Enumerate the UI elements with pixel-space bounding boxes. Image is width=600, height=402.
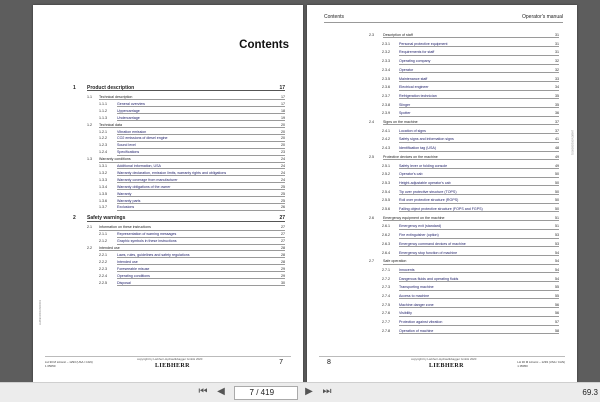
toc-page-number: 54 bbox=[555, 259, 559, 264]
toc-number: 2.6.2 bbox=[382, 233, 390, 238]
viewer-toolbar bbox=[0, 382, 600, 402]
page-footer bbox=[319, 356, 565, 371]
toc-page-number: 57 bbox=[555, 320, 559, 325]
toc-page-number: 28 bbox=[281, 246, 285, 250]
toc-page-number: 50 bbox=[555, 189, 559, 194]
toc-page-number: 54 bbox=[555, 250, 559, 255]
toc-underline bbox=[383, 37, 559, 38]
page-navigator bbox=[234, 386, 298, 400]
toc-page-number: 49 bbox=[555, 154, 559, 159]
toc-number: 1.3.5 bbox=[99, 191, 107, 196]
toc-page-number: 55 bbox=[555, 285, 559, 290]
toc-page-number: 50 bbox=[555, 207, 559, 211]
toc-page-number: 53 bbox=[555, 241, 559, 246]
toc-title: Protection against vibration bbox=[399, 320, 443, 325]
toc-number: 1.2.2 bbox=[99, 136, 107, 141]
toc-page-number: 31 bbox=[555, 50, 559, 55]
liebherr-logo: LIEBHERR bbox=[429, 363, 464, 369]
toc-title: General overview bbox=[117, 101, 145, 106]
toc-page-number: 24 bbox=[281, 170, 285, 175]
toc-page-number: 27 bbox=[281, 232, 285, 237]
toc-underline bbox=[399, 325, 559, 326]
liebherr-logo: LIEBHERR bbox=[155, 363, 190, 369]
toc-number: 2.3.4 bbox=[382, 67, 390, 72]
toc-title: Intended use bbox=[117, 259, 138, 264]
toc-number: 2.4.3 bbox=[382, 146, 390, 151]
toc-entry[interactable] bbox=[307, 302, 577, 309]
toc-title: Additional information, USA bbox=[117, 164, 161, 168]
toc-number: 2.3 bbox=[369, 33, 374, 37]
toc-page-number: 26 bbox=[281, 205, 285, 210]
toc-page-number: 28 bbox=[281, 252, 285, 257]
toc-number: 1.1 bbox=[87, 95, 92, 99]
toc-entry[interactable] bbox=[307, 180, 577, 187]
toc-entry[interactable] bbox=[307, 215, 577, 222]
toc-page-number: 50 bbox=[555, 198, 559, 203]
toc-number: 2.7.5 bbox=[382, 302, 390, 307]
toc-title: Location of signs bbox=[399, 128, 426, 133]
toc-number: 2.3.9 bbox=[382, 111, 390, 116]
toc-page-number: 27 bbox=[281, 239, 285, 244]
previous-page-icon[interactable]: ◀ bbox=[217, 386, 225, 397]
toc-underline bbox=[87, 221, 285, 222]
toc-underline bbox=[399, 290, 559, 291]
toc-entry[interactable] bbox=[307, 189, 577, 196]
toc-underline bbox=[383, 124, 559, 125]
toc-title: Operating company bbox=[399, 59, 431, 64]
toc-title: Warranty declaration, emission limits, warranty rights and obligations bbox=[117, 170, 227, 175]
toc-underline bbox=[399, 46, 559, 47]
toc-underline bbox=[399, 185, 559, 186]
toc-number: 1.3 bbox=[87, 157, 92, 162]
toc-title: Product description bbox=[87, 85, 135, 91]
toc-title: Information on these instructions bbox=[99, 225, 151, 230]
toc-page-number: 17 bbox=[281, 95, 285, 99]
toc-entry[interactable] bbox=[307, 58, 577, 65]
side-tag: LHB/EN/001/3900001 bbox=[570, 129, 573, 155]
toc-page-number: 24 bbox=[281, 157, 285, 162]
toc-entry[interactable] bbox=[307, 67, 577, 74]
toc-underline bbox=[399, 98, 559, 99]
toc-page-number: 37 bbox=[555, 128, 559, 133]
toc-page-number: 56 bbox=[555, 302, 559, 307]
toc-page-number: 27 bbox=[281, 225, 285, 230]
toc-title: Emergency equipment on the machine bbox=[383, 215, 445, 220]
toc-title: Maintenance staff bbox=[399, 76, 428, 81]
toc-page-number: 50 bbox=[555, 172, 559, 177]
toc-entry[interactable] bbox=[307, 241, 577, 248]
toc-page-number: 29 bbox=[281, 266, 285, 271]
toc-title: Visibility bbox=[399, 311, 412, 316]
toc-page-number: 25 bbox=[281, 198, 285, 203]
toc-title: Disposal bbox=[117, 280, 131, 285]
toc-page-number: 51 bbox=[555, 215, 559, 220]
toc-number: 2.3.7 bbox=[382, 93, 390, 98]
page-8 bbox=[307, 5, 577, 382]
toc-entry[interactable] bbox=[307, 93, 577, 100]
page-number: 8 bbox=[327, 359, 331, 366]
toc-page-number: 30 bbox=[281, 280, 285, 285]
toc-page-number: 27 bbox=[279, 215, 285, 222]
toc-page-number: 35 bbox=[555, 102, 559, 107]
toc-entry[interactable] bbox=[307, 41, 577, 48]
toc-number: 2.2.4 bbox=[99, 273, 107, 278]
page-title: Contents bbox=[239, 39, 289, 51]
toc-page-number: 58 bbox=[555, 328, 559, 333]
toc-entry[interactable] bbox=[33, 204, 303, 211]
toc-number: 1.3.1 bbox=[99, 164, 107, 168]
footer-model: LH 30 M Litronic – 1293 (USA / CAN) bbox=[45, 360, 93, 364]
toc-title: Operator's cab bbox=[399, 172, 423, 177]
toc-underline bbox=[399, 133, 559, 134]
toc-title: Sound level bbox=[117, 143, 136, 148]
toc-number: 2.7.8 bbox=[382, 328, 390, 333]
side-tag: LHB/EN/001/3900001 bbox=[39, 299, 42, 325]
toc-page-number: 29 bbox=[281, 273, 285, 278]
toc-number: 2.7 bbox=[369, 259, 374, 264]
toc-underline bbox=[399, 316, 559, 317]
toc-underline bbox=[399, 177, 559, 178]
toc-title: Vibration emission bbox=[117, 129, 147, 134]
toc-title: Warranty parts bbox=[117, 198, 141, 203]
toc-title: Innocents bbox=[399, 267, 415, 272]
toc-number: 2.2 bbox=[87, 246, 92, 250]
toc-entry[interactable] bbox=[307, 284, 577, 291]
toc-entry[interactable] bbox=[307, 119, 577, 126]
toc-number: 1.2.3 bbox=[99, 143, 107, 148]
toc-title: Undercarriage bbox=[117, 115, 140, 120]
toc-underline bbox=[399, 64, 559, 65]
toc-entry[interactable] bbox=[307, 32, 577, 39]
toc-entry[interactable] bbox=[307, 154, 577, 161]
page-number-input[interactable] bbox=[238, 388, 254, 397]
toc-page-number: 51 bbox=[555, 224, 559, 229]
toc-underline bbox=[399, 203, 559, 204]
toc-title: Description of staff bbox=[383, 33, 413, 37]
running-header-right: Operator's manual bbox=[522, 14, 563, 20]
toc-number: 2 bbox=[73, 215, 76, 222]
toc-number: 2.7.4 bbox=[382, 294, 390, 298]
toc-underline bbox=[87, 90, 285, 91]
page-number: 7 bbox=[279, 359, 283, 366]
footer-copyright: copyright by Liebherr-Hydraulikbagger GmbH 2020 bbox=[411, 357, 477, 361]
toc-number: 2.3.5 bbox=[382, 76, 390, 81]
toc-title: Warranty bbox=[117, 191, 132, 196]
toc-page-number: 20 bbox=[281, 122, 285, 127]
toc-entry[interactable] bbox=[307, 110, 577, 117]
toc-underline bbox=[399, 333, 559, 334]
toc-number: 1.2.1 bbox=[99, 129, 107, 134]
toc-title: Electrical engineer bbox=[399, 85, 429, 90]
toc-number: 2.4.2 bbox=[382, 137, 390, 142]
toc-underline bbox=[399, 151, 559, 152]
toc-underline bbox=[399, 142, 559, 143]
toc-title: Access to machine bbox=[399, 294, 430, 298]
toc-page-number: 33 bbox=[555, 76, 559, 81]
toc-title: Signs on the machine bbox=[383, 120, 418, 124]
toc-number: 2.3.1 bbox=[382, 41, 390, 46]
toc-entry[interactable] bbox=[307, 128, 577, 135]
toc-entry[interactable] bbox=[307, 319, 577, 326]
toc-number: 2.7.1 bbox=[382, 267, 390, 272]
toc-page-number: 23 bbox=[281, 150, 285, 155]
toc-title: Height-adjustable operator's cab bbox=[399, 180, 451, 185]
toc-page-number: 53 bbox=[555, 233, 559, 238]
toc-underline bbox=[399, 211, 559, 212]
toc-number: 2.5 bbox=[369, 154, 374, 159]
toc-number: 1.2 bbox=[87, 122, 92, 127]
toc-number: 1.3.6 bbox=[99, 198, 107, 203]
toc-title: Laws, rules, guidelines and safety regulations bbox=[117, 252, 190, 257]
toc-title: Slinger bbox=[399, 102, 411, 107]
toc-page-number: 55 bbox=[555, 294, 559, 298]
toc-page-number: 48 bbox=[555, 146, 559, 151]
toc-title: Safety signs and information signs bbox=[399, 137, 454, 142]
toc-title: Specifications bbox=[117, 150, 140, 155]
toc-entry[interactable] bbox=[307, 136, 577, 143]
toc-title: Representation of warning messages bbox=[117, 232, 177, 237]
toc-section[interactable] bbox=[33, 85, 303, 92]
toc-page-number: 41 bbox=[555, 137, 559, 142]
toc-page-number: 35 bbox=[555, 93, 559, 98]
toc-entry[interactable] bbox=[307, 102, 577, 109]
header-divider bbox=[324, 22, 563, 23]
toc-entry[interactable] bbox=[307, 171, 577, 178]
toc-underline bbox=[399, 281, 559, 282]
toc-title: Safety lever or folding console bbox=[399, 163, 448, 168]
toc-number: 2.5.3 bbox=[382, 180, 390, 185]
toc-number: 1 bbox=[73, 85, 76, 91]
toc-number: 1.3.3 bbox=[99, 177, 107, 182]
toc-page-number: 17 bbox=[279, 85, 285, 91]
toc-underline bbox=[117, 285, 285, 286]
toc-underline bbox=[117, 210, 285, 211]
toc-section[interactable] bbox=[33, 215, 303, 222]
toc-title: Safety warnings bbox=[87, 215, 126, 222]
toc-number: 2.6 bbox=[369, 215, 374, 220]
toc-number: 1.3.2 bbox=[99, 170, 107, 175]
toc-title: Exclusions bbox=[117, 205, 135, 210]
toc-entry[interactable] bbox=[307, 49, 577, 56]
total-pages: / 419 bbox=[256, 388, 275, 397]
toc-number: 2.5.1 bbox=[382, 163, 390, 168]
toc-entry[interactable] bbox=[307, 223, 577, 230]
toc-underline bbox=[399, 55, 559, 56]
toc-number: 2.5.5 bbox=[382, 198, 390, 203]
toc-page-number: 37 bbox=[555, 120, 559, 124]
toc-title: Spotter bbox=[399, 111, 411, 116]
toc-page-number: 56 bbox=[555, 311, 559, 316]
toc-page-number: 20 bbox=[281, 143, 285, 148]
toc-entry[interactable] bbox=[307, 293, 577, 300]
toc-title: Warranty obligations of the owner bbox=[117, 184, 171, 189]
toc-number: 2.7.7 bbox=[382, 320, 390, 325]
footer-code: 1 05050 bbox=[45, 364, 56, 368]
toc-title: Emergency exit (standard) bbox=[399, 224, 442, 229]
toc-title: Operator bbox=[399, 67, 414, 72]
toc-page-number: 34 bbox=[555, 85, 559, 90]
toc-underline bbox=[399, 194, 559, 195]
toc-page-number: 54 bbox=[555, 267, 559, 272]
toc-title: Safe operation bbox=[383, 259, 407, 264]
toc-page-number: 54 bbox=[555, 276, 559, 281]
toc-number: 2.3.2 bbox=[382, 50, 390, 55]
toc-title: Intended use bbox=[99, 246, 120, 250]
toc-title: Tip over protective structure (TOPS) bbox=[399, 189, 457, 194]
toc-title: Warranty coverage from manufacturer bbox=[117, 177, 178, 182]
toc-number: 2.2.1 bbox=[99, 252, 107, 257]
toc-title: Foreseeable misuse bbox=[117, 266, 150, 271]
toc-number: 2.3.3 bbox=[382, 59, 390, 64]
toc-number: 2.6.3 bbox=[382, 241, 390, 246]
toc-entry[interactable] bbox=[307, 76, 577, 83]
toc-underline bbox=[399, 255, 559, 256]
toc-title: Falling object protective structure (FOPS and FGPS) bbox=[399, 207, 483, 211]
toc-underline bbox=[399, 229, 559, 230]
toc-number: 2.2.5 bbox=[99, 280, 107, 285]
toc-entry[interactable] bbox=[307, 276, 577, 283]
toc-entry[interactable] bbox=[307, 250, 577, 257]
toc-title: Emergency stop function of machine bbox=[399, 250, 458, 255]
toc-number: 2.5.6 bbox=[382, 207, 390, 211]
toc-number: 2.7.6 bbox=[382, 311, 390, 316]
toc-title: Identification tag (USA) bbox=[399, 146, 436, 151]
toc-underline bbox=[383, 220, 559, 221]
last-page-icon[interactable]: ⏭ bbox=[322, 386, 332, 397]
toc-underline bbox=[399, 168, 559, 169]
toc-entry[interactable] bbox=[307, 267, 577, 274]
footer-model: LH 30 M Litronic – 1293 (USA / CAN) bbox=[517, 360, 565, 364]
toc-underline bbox=[383, 159, 559, 160]
toc-entry[interactable] bbox=[307, 84, 577, 91]
toc-page-number: 49 bbox=[555, 163, 559, 168]
page-footer bbox=[45, 356, 291, 371]
toc-number: 2.4.1 bbox=[382, 128, 390, 133]
toc-page-number: 31 bbox=[555, 41, 559, 46]
toc-underline bbox=[399, 307, 559, 308]
toc-title: Protective devices on the machine bbox=[383, 154, 438, 159]
toc-number: 2.5.4 bbox=[382, 189, 390, 194]
footer-copyright: copyright by Liebherr-Hydraulikbagger GmbH 2020 bbox=[137, 357, 203, 361]
toc-number: 2.2.3 bbox=[99, 266, 107, 271]
toc-page-number: 24 bbox=[281, 177, 285, 182]
toc-title: Warranty conditions bbox=[99, 157, 131, 162]
toc-title: Transporting machine bbox=[399, 285, 434, 290]
toc-page-number: 25 bbox=[281, 191, 285, 196]
toc-title: Technical description bbox=[99, 95, 133, 99]
toc-number: 2.7.3 bbox=[382, 285, 390, 290]
toc-page-number: 20 bbox=[281, 129, 285, 134]
toc-underline bbox=[399, 107, 559, 108]
toc-underline bbox=[383, 264, 559, 265]
toc-number: 2.6.1 bbox=[382, 224, 390, 229]
toc-number: 1.3.4 bbox=[99, 184, 107, 189]
toc-number: 2.3.6 bbox=[382, 85, 390, 90]
toc-title: Operating conditions bbox=[117, 273, 150, 278]
toc-page-number: 32 bbox=[555, 59, 559, 64]
toc-number: 2.7.2 bbox=[382, 276, 390, 281]
toc-entry[interactable] bbox=[307, 197, 577, 204]
toc-number: 1.1.3 bbox=[99, 115, 107, 120]
toc-number: 2.6.4 bbox=[382, 250, 390, 255]
toc-title: Roll over protective structure (ROPS) bbox=[399, 198, 459, 203]
toc-title: Graphic symbols in these instructions bbox=[117, 239, 177, 244]
toc-underline bbox=[399, 81, 559, 82]
toc-title: Refrigeration technician bbox=[399, 93, 437, 98]
toc-title: Fire extinguisher (option) bbox=[399, 233, 439, 238]
toc-entry[interactable] bbox=[307, 258, 577, 265]
toc-entry[interactable] bbox=[307, 328, 577, 335]
running-header-left: Contents bbox=[324, 14, 345, 20]
toc-number: 2.1.2 bbox=[99, 239, 107, 244]
toc-page-number: 25 bbox=[281, 184, 285, 189]
toc-number: 1.1.1 bbox=[99, 101, 107, 106]
toc-entry[interactable] bbox=[307, 145, 577, 152]
toc-number: 1.3.7 bbox=[99, 205, 107, 210]
toc-page-number: 50 bbox=[555, 180, 559, 185]
toc-page-number: 17 bbox=[281, 101, 285, 106]
toc-page-number: 24 bbox=[281, 164, 285, 168]
toc-title: Dangerous fluids and operating fluids bbox=[399, 276, 459, 281]
toc-number: 1.1.2 bbox=[99, 108, 107, 113]
toc-title: Emergency command devices of machine bbox=[399, 241, 466, 246]
toc-page-number: 19 bbox=[281, 115, 285, 120]
toc-page-number: 20 bbox=[281, 136, 285, 141]
toc-title: CO2 emissions of diesel engine bbox=[117, 136, 168, 141]
first-page-icon[interactable]: ⏮ bbox=[198, 386, 208, 397]
toc-page-number: 32 bbox=[555, 67, 559, 72]
toc-entry[interactable] bbox=[307, 310, 577, 317]
toc-page-number: 18 bbox=[281, 108, 285, 113]
toc-number: 2.4 bbox=[369, 120, 374, 124]
toc-underline bbox=[399, 298, 559, 299]
toc-title: Machine danger zone bbox=[399, 302, 434, 307]
toc-number: 2.3.8 bbox=[382, 102, 390, 107]
toc-number: 1.2.4 bbox=[99, 150, 107, 155]
toc-number: 2.1.1 bbox=[99, 232, 107, 237]
toc-page-number: 36 bbox=[555, 111, 559, 116]
toc-title: Technical data bbox=[99, 122, 122, 127]
toc-underline bbox=[399, 272, 559, 273]
toc-title: Personal protective equipment bbox=[399, 41, 448, 46]
page-7 bbox=[33, 5, 303, 382]
toc-page-number: 28 bbox=[281, 259, 285, 264]
footer-code: 1 05050 bbox=[517, 364, 528, 368]
toc-number: 2.5.2 bbox=[382, 172, 390, 177]
toc-underline bbox=[399, 90, 559, 91]
toc-entry[interactable] bbox=[307, 163, 577, 170]
toc-title: Requirements for staff bbox=[399, 50, 435, 55]
toc-entry[interactable] bbox=[307, 232, 577, 239]
zoom-level[interactable]: 69.3 bbox=[582, 388, 598, 397]
toc-underline bbox=[399, 72, 559, 73]
toc-underline bbox=[399, 116, 559, 117]
toc-number: 2.2.2 bbox=[99, 259, 107, 264]
toc-number: 2.1 bbox=[87, 225, 92, 230]
next-page-icon[interactable]: ▶ bbox=[305, 386, 313, 397]
toc-page-number: 31 bbox=[555, 33, 559, 37]
toc-entry[interactable] bbox=[33, 280, 303, 287]
toc-title: Operation of machine bbox=[399, 328, 434, 333]
toc-entry[interactable] bbox=[307, 206, 577, 213]
toc-underline bbox=[399, 246, 559, 247]
toc-title: Uppercarriage bbox=[117, 108, 140, 113]
toc-underline bbox=[399, 238, 559, 239]
